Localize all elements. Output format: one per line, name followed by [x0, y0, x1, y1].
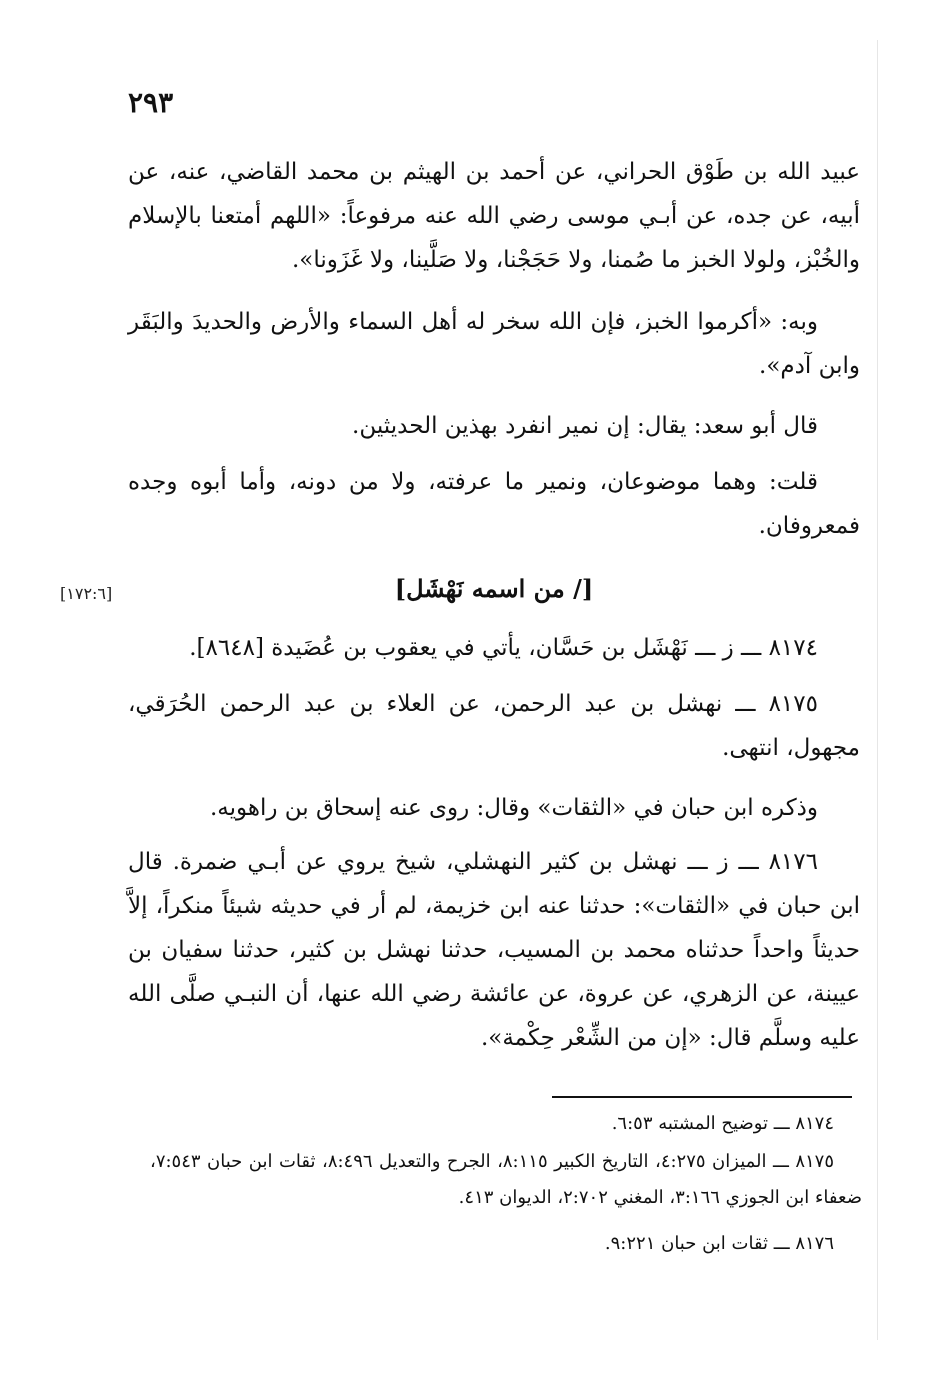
- paragraph-honor-bread: وبه: «أكرموا الخبز، فإن الله سخر له أهل السماء والأرض والحديدَ والبَقَر وابن آدم».: [128, 309, 860, 379]
- footnote-8175: ٨١٧٥ ـــ الميزان ٤:٢٧٥، التاريخ الكبير ٨:١١٥، الجرح والتعديل ٨:٤٩٦، ثقات ابن حبان ٧:٥٤٣، ضعفاء ابن الجوزي ٣:١٦٦، المغني ٢:٧٠٢، الديوان ٤١٣.: [150, 1151, 862, 1208]
- section-heading-wrap: [128, 574, 860, 603]
- footnote-divider: [552, 1096, 852, 1098]
- page-gutter-line: [877, 40, 878, 1340]
- margin-reference: [١٧٢:٦]: [60, 584, 113, 603]
- paragraph-hadith-chain: عبيد الله بن طَوْق الحراني، عن أحمد بن الهيثم بن محمد القاضي، عنه، عن أبيه، عن جده، عن أبـي موسى رضي الله عنه مرفوعاً: «اللهم أمتعنا بالإسلام والخُبْز، ولولا الخبز ما صُمنا، ولا حَجَجْنا، ولا صَلَّينا، ولا غَزَونا».: [128, 159, 860, 273]
- footnote-8174: ٨١٧٤ ـــ توضيح المشتبه ٦:٥٣.: [611, 1113, 834, 1134]
- entry-8175: ٨١٧٥ ـــ نهشل بن عبد الرحمن، عن العلاء بن عبد الرحمن الحُرَقي، مجهول، انتهى.: [128, 691, 860, 761]
- section-heading: [/ من اسمه نَهْشَل]: [394, 574, 594, 603]
- paragraph-abu-saad: قال أبو سعد: يقال: إن نمير انفرد بهذين الحديثين.: [352, 413, 818, 439]
- entry-8174: ٨١٧٤ ـــ ز ـــ نَهْشَل بن حَسَّان، يأتي في يعقوب بن عُضَيدة [٨٦٤٨].: [189, 635, 818, 661]
- paragraph-author-note: قلت: وهما موضوعان، ونمير ما عرفته، ولا من دونه، وأما أبوه وجده فمعروفان.: [128, 469, 860, 539]
- entry-8176: ٨١٧٦ ـــ ز ـــ نهشل بن كثير النهشلي، شيخ يروي عن أبـي ضمرة. قال ابن حبان في «الثقات»: حدثنا عنه ابن خزيمة، لم أر في حديثه شيئاً منكراً، إلاَّ حديثاً واحداً حدثناه محمد بن المسيب، حدثنا نهشل بن كثير، حدثنا سفيان بن عيينة، عن الزهري، عن عروة، عن عائشة رضي الله عنها، أن النبـي صلَّى الله عليه وسلَّم قال: «إن من الشِّعْر حِكْمة».: [128, 849, 860, 1051]
- footnote-8176: ٨١٧٦ ـــ ثقات ابن حبان ٩:٢٢١.: [604, 1233, 834, 1254]
- entry-8175-note: وذكره ابن حبان في «الثقات» وقال: روى عنه إسحاق بن راهويه.: [209, 795, 818, 821]
- page-number: ٢٩٣: [128, 86, 174, 119]
